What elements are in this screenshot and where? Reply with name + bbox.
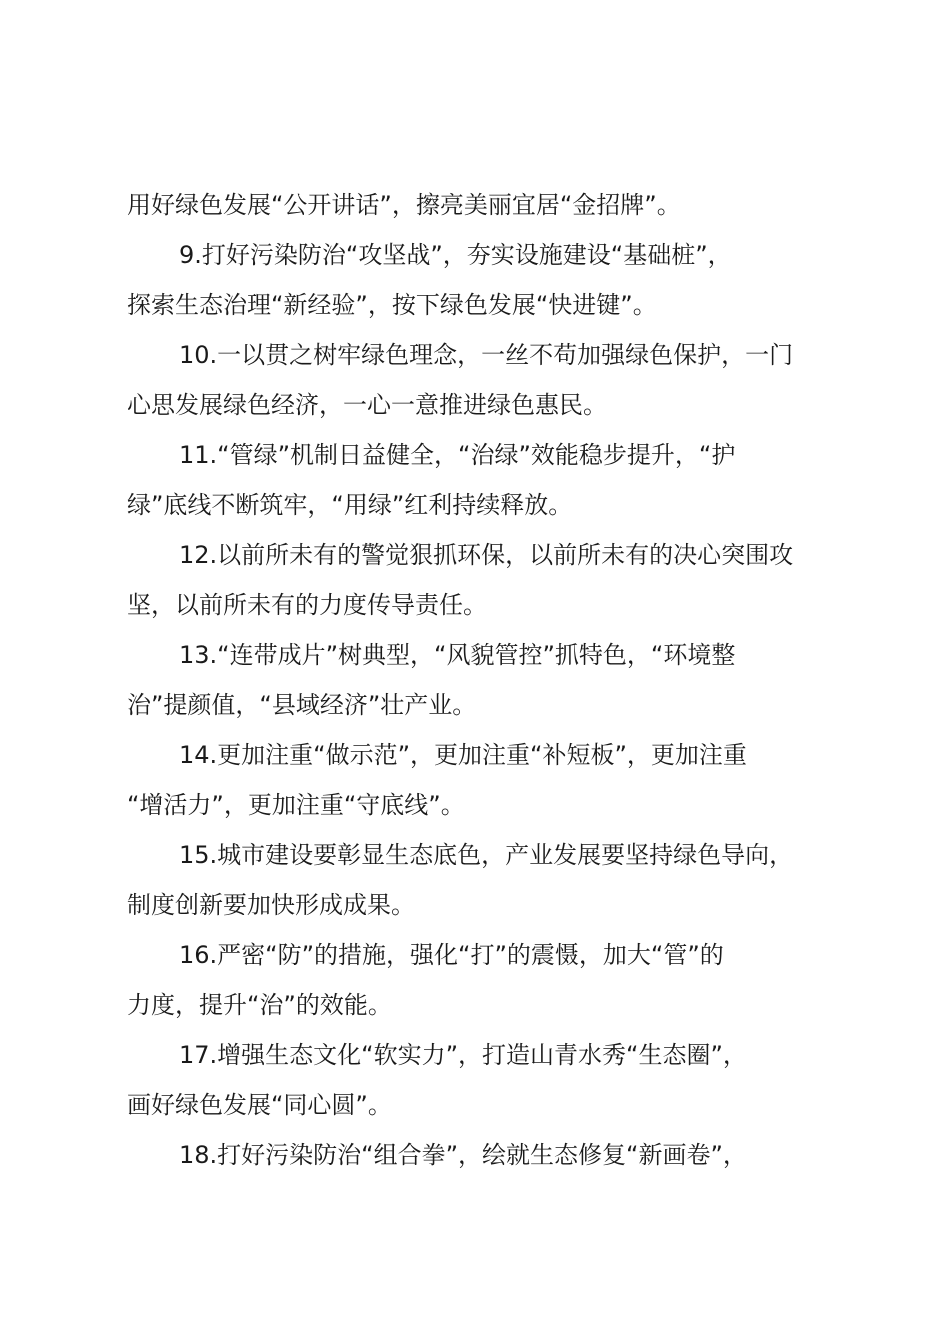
text-line: 绿”底线不断筑牢，“用绿”红利持续释放。	[127, 491, 573, 519]
text-line: 制度创新要加快形成成果。	[127, 891, 415, 919]
text-line: 心思发展绿色经济，一心一意推进绿色惠民。	[127, 391, 607, 419]
text-line: 画好绿色发展“同心圆”。	[127, 1091, 392, 1119]
text-line: 10.一以贯之树牢绿色理念，一丝不苟加强绿色保护，一门	[179, 341, 794, 369]
text-line: 12.以前所未有的警觉狠抓环保，以前所未有的决心突围攻	[179, 541, 794, 569]
text-line: 18.打好污染防治“组合拳”，绘就生态修复“新画卷”，	[179, 1141, 747, 1169]
text-line: 17.增强生态文化“软实力”，打造山青水秀“生态圈”，	[179, 1041, 747, 1069]
text-line: 16.严密“防”的措施，强化“打”的震慑，加大“管”的	[179, 941, 724, 969]
text-line: 力度，提升“治”的效能。	[127, 991, 392, 1019]
text-line: 14.更加注重“做示范”，更加注重“补短板”，更加注重	[179, 741, 747, 769]
text-line: 15.城市建设要彰显生态底色，产业发展要坚持绿色导向，	[179, 841, 794, 869]
text-line: 11.“管绿”机制日益健全，“治绿”效能稳步提升，“护	[179, 441, 736, 469]
text-line: 探索生态治理“新经验”，按下绿色发展“快进键”。	[127, 291, 657, 319]
document-body	[127, 180, 837, 1180]
text-line: 坚，以前所未有的力度传导责任。	[127, 591, 487, 619]
text-line: 9.打好污染防治“攻坚战”，夯实设施建设“基础桩”，	[179, 241, 732, 269]
text-line: 13.“连带成片”树典型，“风貌管控”抓特色，“环境整	[179, 641, 736, 669]
text-line: 用好绿色发展“公开讲话”，擦亮美丽宜居“金招牌”。	[127, 191, 681, 219]
text-line: 治”提颜值，“县域经济”壮产业。	[127, 691, 477, 719]
text-line: “增活力”，更加注重“守底线”。	[127, 791, 465, 819]
